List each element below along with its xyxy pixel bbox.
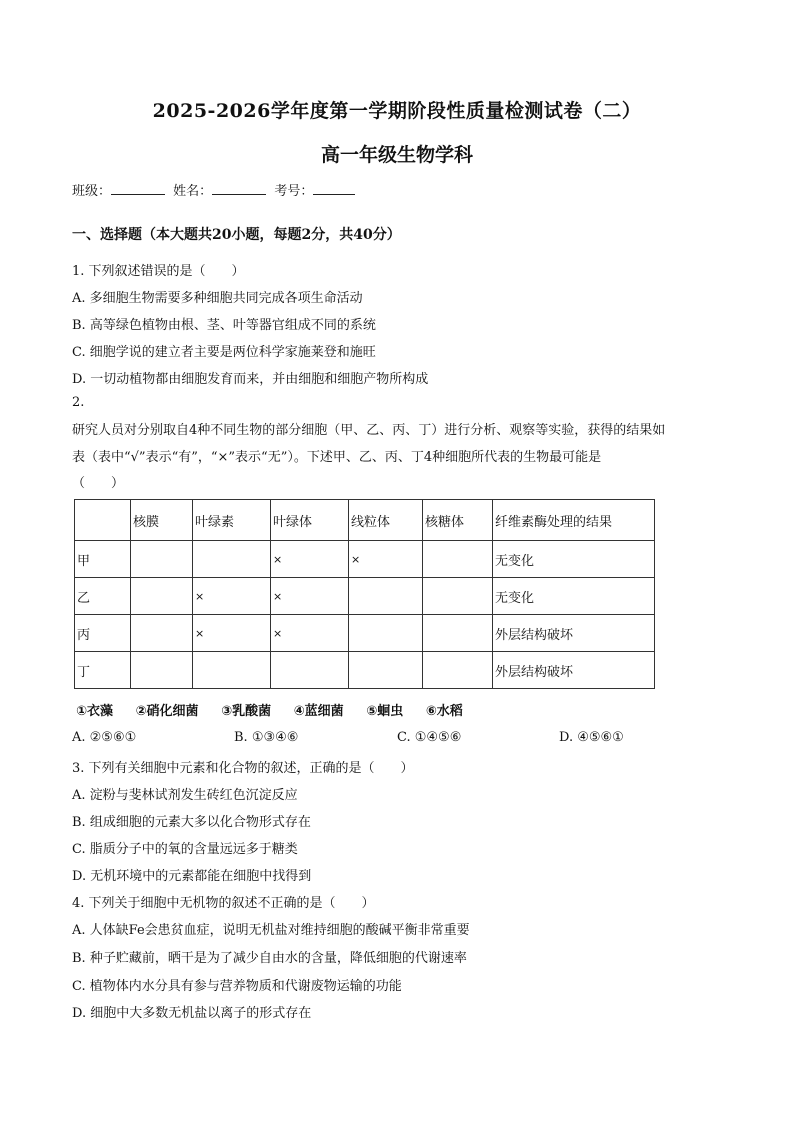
- name-blank[interactable]: [212, 182, 266, 195]
- q2-option-a: A. ②⑤⑥①: [72, 730, 137, 745]
- table-cell: [349, 652, 423, 689]
- q2-option-d: D. ④⑤⑥①: [559, 730, 624, 745]
- table-cell: [131, 541, 193, 578]
- q4-option-a: A. 人体缺Fe会患贫血症，说明无机盐对维持细胞的酸碱平衡非常重要: [72, 923, 470, 938]
- table-header-row: [75, 500, 655, 541]
- table-cell: 丁: [75, 652, 131, 689]
- table-cell: 甲: [75, 541, 131, 578]
- table-cell: 丙: [75, 615, 131, 652]
- exam-no-blank[interactable]: [313, 182, 355, 195]
- q2-number: 2.: [72, 395, 85, 410]
- organism-item: ②硝化细菌: [135, 704, 199, 719]
- table-cell: ×: [193, 615, 271, 652]
- table-header-cell: 核膜: [131, 500, 193, 541]
- table-header-cell: 叶绿素: [193, 500, 271, 541]
- q4-option-b: B. 种子贮藏前，晒干是为了减少自由水的含量，降低细胞的代谢速率: [72, 951, 467, 966]
- table-cell: 外层结构破坏: [493, 652, 655, 689]
- q2-option-c: C. ①④⑤⑥: [397, 730, 462, 745]
- table-header-cell: 叶绿体: [271, 500, 349, 541]
- q1-option-d: D. 一切动植物都由细胞发育而来，并由细胞和细胞产物所构成: [72, 372, 429, 387]
- exam-subtitle: 高一年级生物学科: [320, 144, 473, 166]
- q1-option-a: A. 多细胞生物需要多种细胞共同完成各项生命活动: [72, 291, 363, 306]
- q3-option-b: B. 组成细胞的元素大多以化合物形式存在: [72, 815, 311, 830]
- table-cell: ×: [193, 578, 271, 615]
- organism-item: ⑤蛔虫: [366, 704, 404, 719]
- table-row: [75, 578, 655, 615]
- table-cell: 乙: [75, 578, 131, 615]
- table-row: [75, 652, 655, 689]
- organism-item: ④蓝细菌: [293, 704, 344, 719]
- organism-item: ①衣藻: [76, 704, 114, 719]
- table-cell: 外层结构破坏: [493, 615, 655, 652]
- q2-stem-line2: 表（表中“√”表示“有”，“×”表示“无”）。下述甲、乙、丙、丁4种细胞所代表的生物最可能是: [72, 450, 602, 465]
- table-cell: [131, 652, 193, 689]
- table-header-cell: 线粒体: [349, 500, 423, 541]
- q2-table: [74, 499, 655, 689]
- table-cell: ×: [271, 615, 349, 652]
- table-header-cell: 纤维素酶处理的结果: [493, 500, 655, 541]
- q4-stem: 4. 下列关于细胞中无机物的叙述不正确的是（ ）: [72, 896, 375, 911]
- q1-option-b: B. 高等绿色植物由根、茎、叶等器官组成不同的系统: [72, 318, 376, 333]
- class-blank[interactable]: [111, 182, 165, 195]
- table-cell: [131, 615, 193, 652]
- table-cell: [423, 615, 493, 652]
- q1-stem: 1. 下列叙述错误的是（ ）: [72, 264, 245, 279]
- q2-stem-line1: 研究人员对分别取自4种不同生物的部分细胞（甲、乙、丙、丁）进行分析、观察等实验，获得的结果如: [72, 423, 666, 438]
- table-cell: [271, 652, 349, 689]
- table-header-cell: 核糖体: [423, 500, 493, 541]
- table-row: [75, 541, 655, 578]
- table-cell: [193, 541, 271, 578]
- table-cell: ×: [349, 541, 423, 578]
- q3-option-a: A. 淀粉与斐林试剂发生砖红色沉淀反应: [72, 788, 298, 803]
- exam-no-label: 考号：: [274, 184, 314, 199]
- exam-title: 2025-2026学年度第一学期阶段性质量检测试卷（二）: [152, 100, 642, 122]
- q3-stem: 3. 下列有关细胞中元素和化合物的叙述，正确的是（ ）: [72, 761, 414, 776]
- table-cell: [423, 541, 493, 578]
- table-cell: 无变化: [493, 578, 655, 615]
- table-cell: [423, 652, 493, 689]
- organism-item: ③乳酸菌: [221, 704, 272, 719]
- name-label: 姓名：: [173, 184, 213, 199]
- table-cell: ×: [271, 541, 349, 578]
- q3-option-c: C. 脂质分子中的氧的含量远远多于糖类: [72, 842, 298, 857]
- section-heading: 一、选择题（本大题共20小题，每题2分，共40分）: [72, 227, 401, 243]
- q2-table-image: [74, 499, 654, 691]
- student-info-row: [72, 180, 359, 199]
- q4-option-c: C. 植物体内水分具有参与营养物质和代谢废物运输的功能: [72, 979, 402, 994]
- q2-stem-line3: （ ）: [72, 476, 125, 491]
- table-cell: [131, 578, 193, 615]
- table-cell: [423, 578, 493, 615]
- table-cell: 无变化: [493, 541, 655, 578]
- q4-option-d: D. 细胞中大多数无机盐以离子的形式存在: [72, 1006, 312, 1021]
- table-header-cell: [75, 500, 131, 541]
- class-label: 班级：: [72, 184, 112, 199]
- organism-item: ⑥水稻: [425, 704, 463, 719]
- q1-option-c: C. 细胞学说的建立者主要是两位科学家施莱登和施旺: [72, 345, 376, 360]
- table-cell: [193, 652, 271, 689]
- table-cell: [349, 615, 423, 652]
- q3-option-d: D. 无机环境中的元素都能在细胞中找得到: [72, 869, 312, 884]
- q2-option-b: B. ①③④⑥: [234, 730, 299, 745]
- table-row: [75, 615, 655, 652]
- organism-list: [76, 700, 481, 719]
- table-cell: [349, 578, 423, 615]
- table-cell: ×: [271, 578, 349, 615]
